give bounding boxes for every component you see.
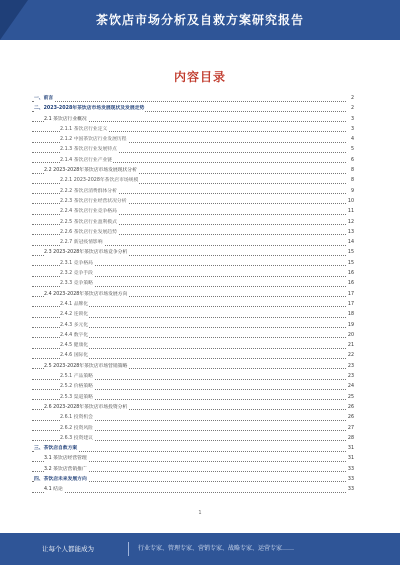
toc-entry-page: 23 xyxy=(347,372,354,382)
toc-entry[interactable] xyxy=(32,156,354,166)
toc-entry-label: 2.2.4 茶饮店行业竞争格局 xyxy=(60,207,118,217)
toc-entry-page: 17 xyxy=(347,300,354,310)
toc-entry-page: 16 xyxy=(347,269,354,279)
toc-entry[interactable] xyxy=(32,145,354,155)
toc-entry-page: 5 xyxy=(350,145,354,155)
toc-entry-page: 33 xyxy=(347,475,354,485)
toc-entry-page: 26 xyxy=(347,413,354,423)
toc-entry-page: 15 xyxy=(347,259,354,269)
toc-entry-page: 4 xyxy=(350,135,354,145)
toc-entry[interactable] xyxy=(32,485,354,495)
toc-entry-label: 2.3.2 竞争手段 xyxy=(60,269,94,279)
toc-entry-page: 18 xyxy=(347,310,354,320)
toc-entry-label: 四、茶饮店未来发展方向 xyxy=(34,475,88,485)
toc-entry-label: 2.4.6 国际化 xyxy=(60,351,89,361)
toc-entry[interactable] xyxy=(32,382,354,392)
toc-entry-page: 2 xyxy=(350,104,354,114)
toc-entry-page: 22 xyxy=(347,351,354,361)
report-title: 茶饮店市场分析及自救方案研究报告 xyxy=(95,13,304,27)
toc-entry[interactable] xyxy=(32,372,354,382)
toc-entry-page: 3 xyxy=(350,125,354,135)
toc-leader-dots xyxy=(32,101,346,102)
toc-entry-label: 2.3.3 竞争策略 xyxy=(60,279,94,289)
toc-entry-page: 27 xyxy=(347,424,354,434)
toc-entry-page: 6 xyxy=(350,156,354,166)
toc-entry-label: 2.2.7 新冠疫情影响 xyxy=(60,238,104,248)
toc-entry-label: 2.2.2 茶饮店消费群体分析 xyxy=(60,187,118,197)
toc-entry[interactable] xyxy=(32,393,354,403)
toc-entry-label: 2.5.3 渠道策略 xyxy=(60,393,94,403)
toc-entry-label: 2.2.3 茶饮店行业经营状况分析 xyxy=(60,197,128,207)
toc-entry-label: 一、前言 xyxy=(34,94,54,104)
toc-entry[interactable] xyxy=(32,115,354,125)
toc-entry[interactable] xyxy=(32,228,354,238)
page-footer xyxy=(0,533,400,565)
toc-entry[interactable] xyxy=(32,454,354,464)
toc-entry-page: 25 xyxy=(347,393,354,403)
table-of-contents xyxy=(32,94,354,496)
toc-entry-label: 2.2.5 茶饮店行业盈利模式 xyxy=(60,218,118,228)
toc-entry-page: 23 xyxy=(347,362,354,372)
toc-entry[interactable] xyxy=(32,125,354,135)
toc-entry-label: 3.1 茶饮店经营管理 xyxy=(44,454,88,464)
toc-entry-page: 17 xyxy=(347,290,354,300)
toc-leader-dots xyxy=(32,451,346,452)
toc-entry-label: 2.4.3 多元化 xyxy=(60,321,89,331)
toc-entry-label: 2.5 2023-2028年茶饮店市场营销策略 xyxy=(44,362,128,372)
toc-entry[interactable] xyxy=(32,331,354,341)
footer-tagline: 行业专家、管理专家、营销专家、战略专家、运营专家…… xyxy=(138,545,295,552)
toc-entry-page: 10 xyxy=(347,197,354,207)
toc-entry-label: 2.2.6 茶饮店行业发展趋势 xyxy=(60,228,118,238)
toc-entry-page: 24 xyxy=(347,382,354,392)
footer-divider xyxy=(128,542,129,556)
toc-entry[interactable] xyxy=(32,94,354,104)
toc-entry[interactable] xyxy=(32,104,354,114)
toc-entry-page: 3 xyxy=(350,115,354,125)
toc-entry-page: 33 xyxy=(347,485,354,495)
toc-entry[interactable] xyxy=(32,290,354,300)
toc-entry[interactable] xyxy=(32,187,354,197)
toc-entry-page: 14 xyxy=(347,238,354,248)
toc-entry-page: 8 xyxy=(350,176,354,186)
page-header xyxy=(0,0,400,40)
toc-entry[interactable] xyxy=(32,321,354,331)
toc-entry-page: 31 xyxy=(347,444,354,454)
toc-entry-label: 2.1.2 中国茶饮店行业发展历程 xyxy=(60,135,128,145)
toc-entry-page: 26 xyxy=(347,403,354,413)
toc-entry[interactable] xyxy=(32,176,354,186)
toc-entry-label: 2.3.1 竞争格局 xyxy=(60,259,94,269)
footer-slogan: 让每个人都能成为 xyxy=(42,545,94,553)
toc-entry[interactable] xyxy=(32,424,354,434)
toc-entry-label: 3.2 茶饮店营销推广 xyxy=(44,465,88,475)
toc-entry-page: 19 xyxy=(347,321,354,331)
toc-entry-label: 三、茶饮店自救方案 xyxy=(34,444,78,454)
toc-entry[interactable] xyxy=(32,465,354,475)
toc-entry[interactable] xyxy=(32,279,354,289)
toc-entry[interactable] xyxy=(32,259,354,269)
toc-entry[interactable] xyxy=(32,351,354,361)
toc-entry-label: 2.6.2 投资风险 xyxy=(60,424,94,434)
toc-entry[interactable] xyxy=(32,248,354,258)
toc-entry-label: 2.4.4 数字化 xyxy=(60,331,89,341)
toc-entry-label: 2.2.1 2023-2028年茶饮店市场规模 xyxy=(60,176,139,186)
toc-entry-label: 4.1 结论 xyxy=(44,485,64,495)
toc-entry[interactable] xyxy=(32,269,354,279)
toc-entry-label: 2.5.2 价格策略 xyxy=(60,382,94,392)
toc-entry-label: 2.3 2023-2028年茶饮店市场竞争分析 xyxy=(44,248,128,258)
toc-entry[interactable] xyxy=(32,362,354,372)
toc-entry[interactable] xyxy=(32,207,354,217)
toc-entry-label: 2.6.1 投资机会 xyxy=(60,413,94,423)
toc-entry-label: 二、2023-2028年茶饮店市场发展现状及发展走势 xyxy=(34,104,145,114)
toc-entry-page: 15 xyxy=(347,248,354,258)
toc-entry-label: 2.6.3 投资建议 xyxy=(60,434,94,444)
toc-entry[interactable] xyxy=(32,403,354,413)
toc-entry-page: 16 xyxy=(347,279,354,289)
toc-entry[interactable] xyxy=(32,413,354,423)
toc-entry[interactable] xyxy=(32,434,354,444)
toc-entry-label: 2.4 2023-2028年茶饮店市场发展方向 xyxy=(44,290,128,300)
toc-entry-label: 2.1 茶饮店行业概况 xyxy=(44,115,88,125)
toc-entry[interactable] xyxy=(32,300,354,310)
toc-entry-label: 2.2 2023-2028年茶饮店市场发展现状分析 xyxy=(44,166,138,176)
toc-entry-label: 2.4.2 连锁化 xyxy=(60,310,89,320)
toc-entry-page: 11 xyxy=(347,207,354,217)
toc-entry[interactable] xyxy=(32,475,354,485)
toc-entry-label: 2.1.3 茶饮店行业发展特点 xyxy=(60,145,118,155)
toc-leader-dots xyxy=(32,492,346,493)
page-number: 1 xyxy=(198,510,202,516)
toc-entry-label: 2.1.4 茶饮店行业产业链 xyxy=(60,156,113,166)
toc-entry[interactable] xyxy=(32,310,354,320)
toc-entry[interactable] xyxy=(32,135,354,145)
toc-entry-page: 13 xyxy=(347,228,354,238)
toc-entry-page: 28 xyxy=(347,434,354,444)
toc-heading: 内容目录 xyxy=(173,70,226,84)
toc-entry[interactable] xyxy=(32,218,354,228)
toc-entry-page: 21 xyxy=(347,341,354,351)
toc-entry-page: 12 xyxy=(347,218,354,228)
toc-entry[interactable] xyxy=(32,341,354,351)
toc-entry-page: 2 xyxy=(350,94,354,104)
toc-entry-page: 8 xyxy=(350,166,354,176)
toc-entry-label: 2.4.5 健康化 xyxy=(60,341,89,351)
toc-entry-label: 2.4.1 品牌化 xyxy=(60,300,89,310)
toc-entry[interactable] xyxy=(32,166,354,176)
toc-entry-page: 33 xyxy=(347,465,354,475)
toc-entry-page: 9 xyxy=(350,187,354,197)
toc-entry[interactable] xyxy=(32,238,354,248)
toc-entry-page: 20 xyxy=(347,331,354,341)
toc-entry-label: 2.6 2023-2028年茶饮店市场投资分析 xyxy=(44,403,128,413)
toc-entry[interactable] xyxy=(32,444,354,454)
toc-entry-label: 2.5.1 产品策略 xyxy=(60,372,94,382)
toc-entry-label: 2.1.1 茶饮店行业定义 xyxy=(60,125,108,135)
toc-entry[interactable] xyxy=(32,197,354,207)
toc-entry-page: 31 xyxy=(347,454,354,464)
